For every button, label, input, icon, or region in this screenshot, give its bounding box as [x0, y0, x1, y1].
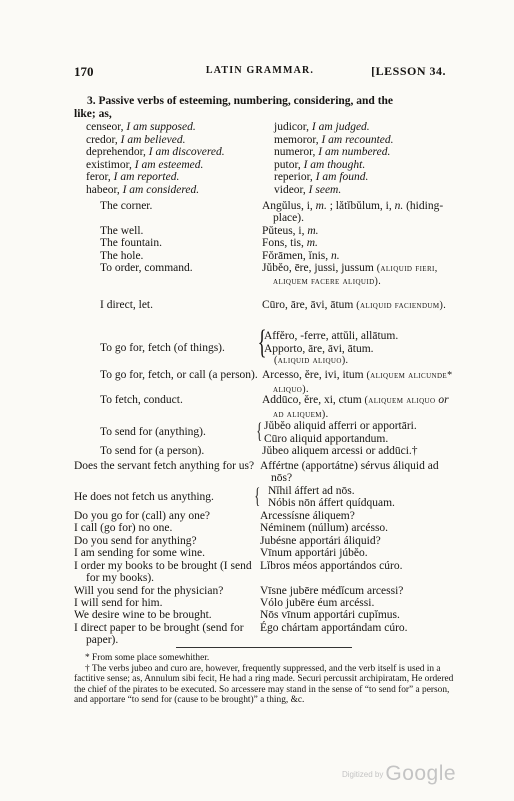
intro-lead: 3. Passive verbs of esteeming, numbering, considering, and the [87, 95, 394, 107]
verb-pair-left: credor, I am believed. [86, 133, 186, 146]
vocab-latin: Fŏrāmen, ĭnis, n. [262, 249, 340, 262]
vocab-english: The well. [100, 224, 144, 237]
vocab-row [74, 262, 454, 299]
sentence-latin: Lĭbros méos apportándos cúro. [260, 559, 403, 572]
sentence-english: Does the servant fetch anything for us? [74, 460, 255, 472]
example-sentences [74, 460, 454, 647]
vocab-latin: Cūro, āre, āvi, ātum (aliquid faciendum). [262, 299, 447, 312]
vocab-row-send-anything [74, 420, 454, 445]
intro-cont: like; as, [74, 107, 112, 120]
verb-pair-right: memoror, I am recounted. [274, 133, 394, 146]
vocab-latin: Arcesso, ĕre, ivi, itum (aliquem alicunde* aliquo). [262, 369, 453, 395]
passive-verb-list [86, 121, 454, 197]
sentence-latin: Néminem (núllum) arcésso. [260, 522, 389, 535]
sentence-row [74, 460, 454, 485]
sentence-row [74, 585, 454, 597]
sentence-english: I direct paper to be brought (send for paper). [74, 621, 244, 647]
sentence-row [74, 522, 454, 534]
verb-pair-right: reperior, I am found. [274, 171, 369, 184]
sentence-english: Will you send for the physician? [74, 584, 224, 597]
brace-glyph: { [254, 483, 261, 508]
vocab-latin: Jŭbĕo aliquid afferri or apportāri. Cūro aliquid apportandum. [264, 420, 417, 445]
verb-row [86, 146, 454, 159]
sentence-latin: Affértne (apportátne) sérvus áliquid ad nōs? [260, 460, 439, 485]
vocab-english: The corner. [100, 200, 153, 212]
sentence-english: We desire wine to be brought. [74, 609, 212, 622]
vocab-row [74, 369, 454, 394]
vocab-row [74, 445, 454, 457]
vocab-english: To order, command. [100, 262, 193, 275]
verb-pair-right: numeror, I am numbered. [274, 146, 391, 159]
verb-pair-left: deprehendor, I am discovered. [86, 146, 225, 159]
sentence-english: Do you go for (call) any one? [74, 510, 211, 522]
vocab-latin: Angŭlus, i, m. ; lătĭbŭlum, i, n. (hiding-place). [262, 200, 444, 225]
sentence-latin: Vólo jubēre éum arcéssi. [260, 596, 375, 609]
vocab-row [74, 225, 454, 237]
sentence-latin: Nĭhil áffert ad nōs. Nóbis nōn áffert quídquam. [268, 485, 395, 510]
vocab-row [74, 394, 454, 420]
sentence-row [74, 535, 454, 547]
footnote: * From some place somewhither. [85, 653, 210, 663]
vocab-latin: Fons, tis, m. [262, 237, 318, 250]
digitized-watermark: Digitized byGoogle [342, 762, 457, 785]
sentence-row [74, 485, 454, 510]
vocab-english: To send for (anything). [100, 426, 206, 439]
sentence-row [74, 510, 454, 522]
sentence-latin: Vīnum apportári júbĕo. [260, 547, 368, 560]
sentence-latin: Jubésne apportári áliquid? [260, 534, 381, 547]
vocab-row-fetch [74, 324, 454, 367]
vocab-latin: Pŭteus, i, m. [262, 224, 319, 237]
verb-pair-left: habeor, I am considered. [86, 183, 200, 196]
vocab-english: The fountain. [100, 237, 162, 250]
verb-row [86, 171, 454, 184]
verb-pair-right: judicor, I am judged. [274, 121, 370, 133]
sentence-english: I will send for him. [74, 596, 163, 609]
vocab-latin: Addūco, ĕre, xi, ctum (aliquem aliquo or ad aliquem). [262, 394, 449, 420]
sentence-english: Do you send for anything? [74, 534, 197, 547]
verb-row [86, 159, 454, 172]
vocab-row [74, 250, 454, 262]
sentence-row [74, 597, 454, 609]
sentence-latin: Nōs vīnum apportári cupĭmus. [260, 609, 400, 622]
page-header [74, 64, 446, 80]
footnotes [74, 653, 454, 706]
brace-glyph: { [257, 324, 267, 362]
footnote: † The verbs jubeo and curo are, however, frequently suppressed, and the verb itself is used in a factitive sense; as, Annulum sibi fecit, He had a ring made. Securi percussit archipiratam, He ordered the chief of the pirates to be executed. So arcessere may stand in the sense of “to send for” a person, and apportare “to send for (cause to be brought)” a thing, &c. [74, 663, 454, 706]
running-title: LATIN GRAMMAR. [205, 65, 315, 76]
vocab-english: I direct, let. [100, 299, 154, 312]
sentence-row [74, 547, 454, 559]
vocab-latin: Jŭbeo aliquem arcessi or addūci.† [262, 445, 418, 458]
verb-pair-left: feror, I am reported. [86, 171, 180, 184]
vocab-latin: Jŭbĕo, ēre, jussi, jussum (aliquid fieri, aliquem facere aliquid). [262, 262, 438, 288]
google-logo-text: Google [385, 762, 457, 785]
sentence-row [74, 560, 454, 585]
page-number: 170 [74, 64, 94, 79]
vocab-english: The hole. [100, 249, 144, 262]
vocab-english: To go for, fetch, or call (a person). [100, 369, 258, 382]
lesson-label: [LESSON 34. [371, 64, 446, 78]
sentence-english: He does not fetch us anything. [74, 491, 214, 503]
vocab-row [74, 200, 454, 225]
brace-glyph: { [256, 418, 263, 444]
sentence-row [74, 609, 454, 621]
sentence-english: I am sending for some wine. [74, 547, 205, 560]
vocab-english: To send for (a person). [100, 445, 205, 458]
verb-pair-right: videor, I seem. [274, 183, 342, 196]
verb-row [86, 121, 454, 134]
sentence-english: I order my books to be brought (I send for my books). [74, 559, 252, 584]
sentence-latin: Égo chártam apportándam cúro. [260, 621, 408, 634]
section-intro [74, 95, 452, 120]
vocabulary-list [74, 200, 454, 458]
vocab-latin: Affĕro, -ferre, attŭli, allātum. Apporto, āre, āvi, ātum. (aliquid aliquo). [264, 330, 399, 367]
verb-pair-left: censeor, I am supposed. [86, 121, 196, 133]
verb-pair-right: putor, I am thought. [274, 158, 366, 171]
vocab-row [74, 237, 454, 249]
sentence-row [74, 622, 454, 647]
sentence-english: I call (go for) no one. [74, 522, 173, 535]
vocab-english: To go for, fetch (of things). [100, 342, 225, 355]
sentence-latin: Arcessísne áliquem? [260, 510, 355, 522]
sentence-latin: Vīsne jubēre médĭcum arcessi? [260, 584, 404, 597]
verb-pair-left: existimor, I am esteemed. [86, 158, 204, 171]
footnote-rule [176, 647, 352, 648]
verb-row [86, 134, 454, 147]
vocab-english: To fetch, conduct. [100, 394, 183, 407]
verb-row [86, 184, 454, 197]
